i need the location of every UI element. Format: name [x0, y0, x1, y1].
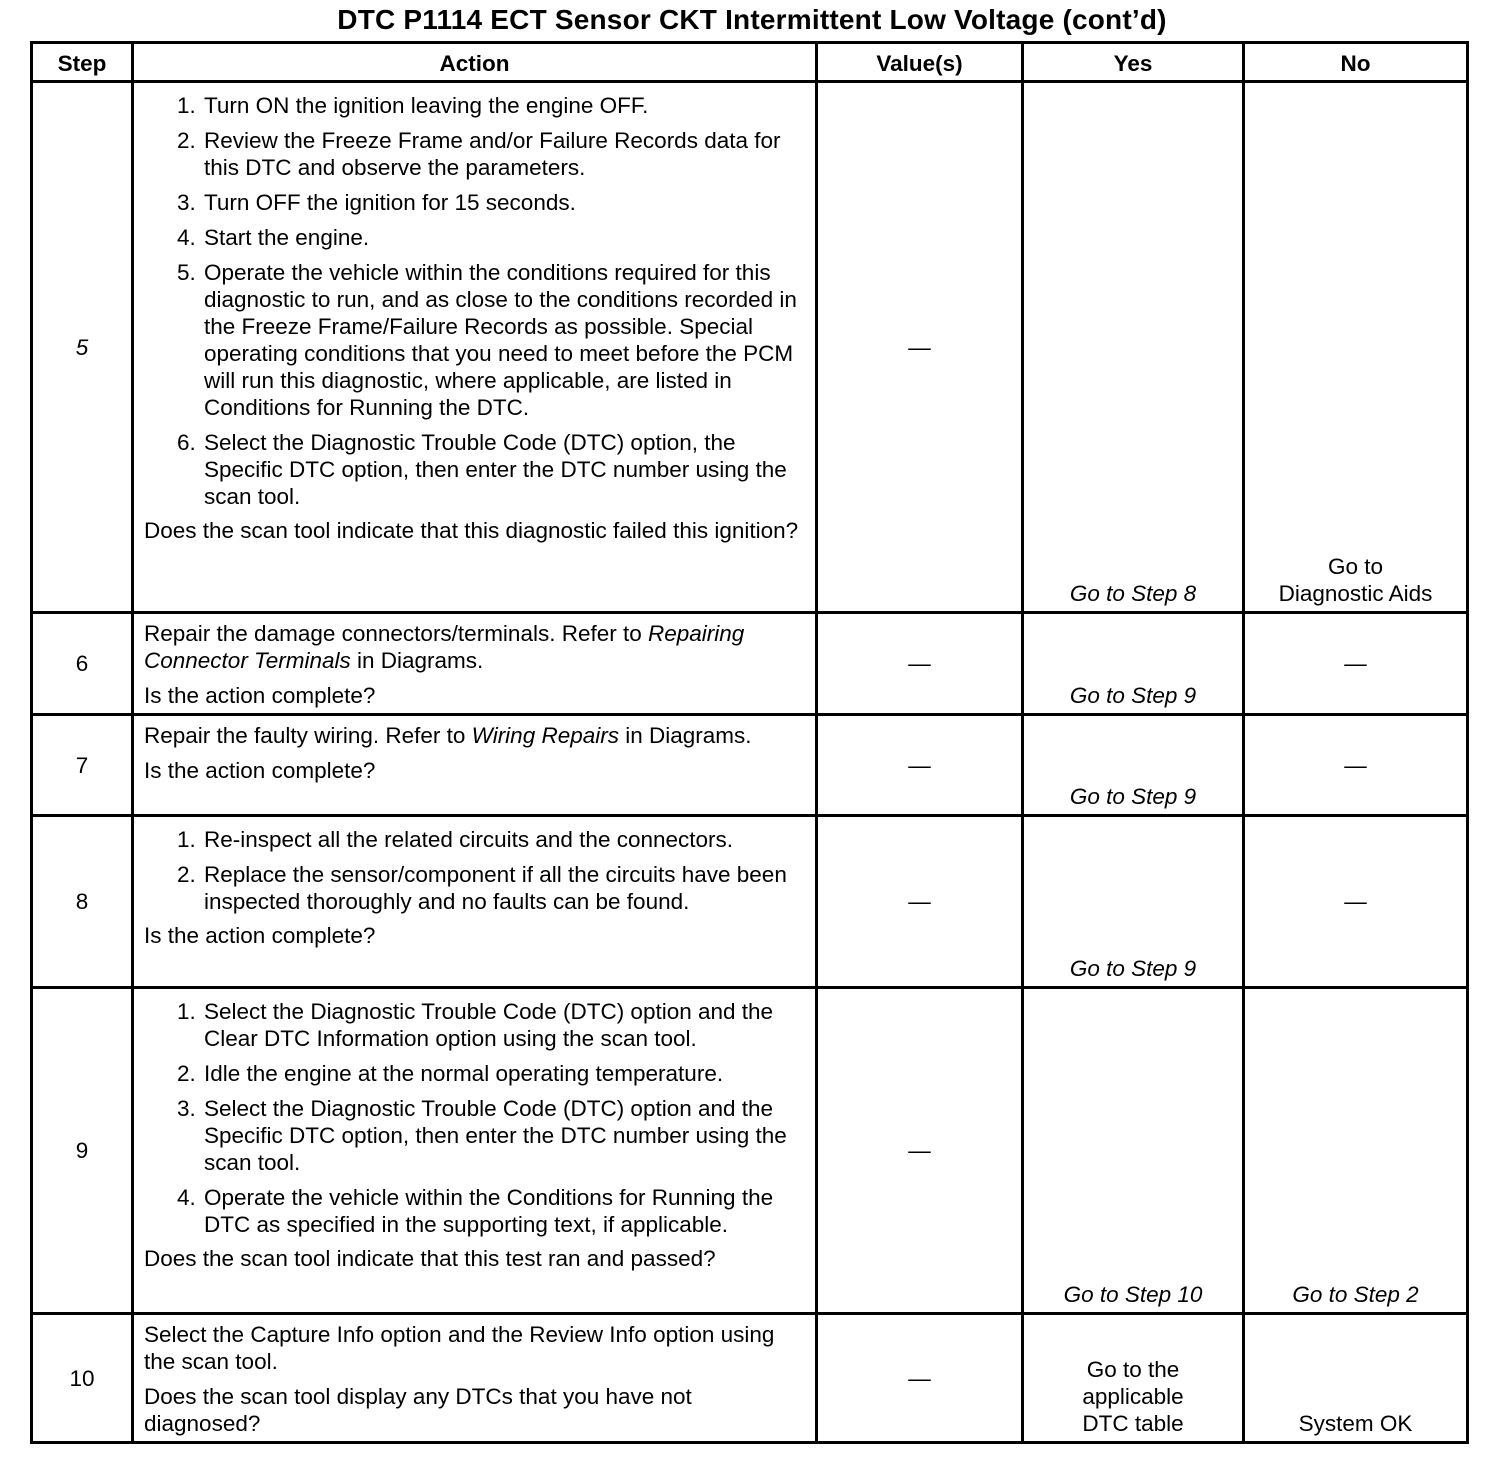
diagnostic-table: [30, 41, 1469, 1444]
header-values: Value(s): [817, 43, 1023, 82]
action-list: [144, 826, 805, 915]
no-cell: —: [1244, 613, 1468, 715]
list-item: 4. Start the engine.: [202, 224, 805, 251]
list-item: 5. Operate the vehicle within the conditions required for this diagnostic to run, and as close to the conditions recorded in the Freeze Frame/Failure Records as possible. Special operating conditions that you need to meet before the PCM will run this diagnostic, where applicable, are listed in Conditions for Running the DTC.: [202, 259, 805, 421]
step-number: 6: [32, 613, 133, 715]
action-question: Is the action complete?: [144, 758, 376, 783]
reference-link[interactable]: Repairing Connector Terminals: [144, 621, 745, 673]
no-link[interactable]: Go to Step 2: [1292, 1282, 1419, 1307]
action-cell: [133, 1314, 817, 1443]
list-item: 2. Review the Freeze Frame and/or Failure Records data for this DTC and observe the parameters.: [202, 127, 805, 181]
action-question: Is the action complete?: [144, 683, 376, 708]
list-item: 1. Select the Diagnostic Trouble Code (DTC) option and the Clear DTC Information option using the scan tool.: [202, 998, 805, 1052]
action-text: Select the Capture Info option and the Review Info option using the scan tool.: [144, 1322, 775, 1374]
value-cell: —: [817, 613, 1023, 715]
header-row: [32, 43, 1468, 82]
list-item: 1. Turn ON the ignition leaving the engine OFF.: [202, 92, 805, 119]
step-number: 7: [32, 715, 133, 816]
yes-cell: [1023, 816, 1244, 988]
no-cell: —: [1244, 715, 1468, 816]
action-cell: [133, 82, 817, 613]
value-cell: —: [817, 1314, 1023, 1443]
action-question: Does the scan tool display any DTCs that you have not diagnosed?: [144, 1384, 692, 1436]
action-cell: [133, 613, 817, 715]
step-number: 10: [32, 1314, 133, 1443]
action-question: Is the action complete?: [144, 923, 376, 948]
yes-link[interactable]: Go to Step 8: [1069, 581, 1197, 606]
no-cell: —: [1244, 816, 1468, 988]
list-item: 3. Select the Diagnostic Trouble Code (DTC) option and the Specific DTC option, then enter the DTC number using the scan tool.: [202, 1095, 805, 1176]
step-number: 5: [32, 82, 133, 613]
header-step: Step: [32, 43, 133, 82]
action-list: [144, 998, 805, 1238]
header-action: Action: [133, 43, 817, 82]
list-item: 2. Replace the sensor/component if all the circuits have been inspected thoroughly and no faults can be found.: [202, 861, 805, 915]
no-line[interactable]: Go to: [1327, 554, 1384, 579]
table-row: [32, 82, 1468, 613]
action-cell: [133, 816, 817, 988]
action-list: [144, 92, 805, 510]
table-row: [32, 988, 1468, 1314]
action-text: Repair the faulty wiring. Refer to Wiring Repairs in Diagrams.: [144, 723, 752, 748]
action-question: Does the scan tool indicate that this test ran and passed?: [144, 1246, 716, 1271]
no-line[interactable]: Diagnostic Aids: [1278, 581, 1433, 606]
value-cell: —: [817, 82, 1023, 613]
action-question: Does the scan tool indicate that this diagnostic failed this ignition?: [144, 518, 799, 543]
list-item: 1. Re-inspect all the related circuits and the connectors.: [202, 826, 805, 853]
yes-cell: [1023, 988, 1244, 1314]
value-cell: —: [817, 816, 1023, 988]
list-item: 4. Operate the vehicle within the Conditions for Running the DTC as specified in the supporting text, if applicable.: [202, 1184, 805, 1238]
yes-link[interactable]: Go to Step 9: [1069, 956, 1197, 981]
yes-link[interactable]: Go to Step 9: [1069, 784, 1197, 809]
yes-line[interactable]: applicable: [1082, 1384, 1184, 1409]
yes-link[interactable]: Go to Step 9: [1069, 683, 1197, 708]
yes-cell: [1023, 715, 1244, 816]
reference-link[interactable]: Wiring Repairs: [471, 723, 619, 748]
list-item: 6. Select the Diagnostic Trouble Code (DTC) option, the Specific DTC option, then enter the DTC number using the scan tool.: [202, 429, 805, 510]
value-cell: —: [817, 715, 1023, 816]
step-number: 8: [32, 816, 133, 988]
table-row: [32, 613, 1468, 715]
yes-link[interactable]: Go to Step 10: [1063, 1282, 1203, 1307]
action-text: Repair the damage connectors/terminals. Refer to Repairing Connector Terminals in Diagrams.: [144, 621, 745, 673]
action-cell: [133, 988, 817, 1314]
no-cell: System OK: [1244, 1314, 1468, 1443]
table-row: [32, 715, 1468, 816]
step-number: 9: [32, 988, 133, 1314]
yes-cell: [1023, 613, 1244, 715]
header-yes: Yes: [1023, 43, 1244, 82]
page-title: DTC P1114 ECT Sensor CKT Intermittent Low Voltage (cont’d): [337, 4, 1167, 35]
table-row: [32, 1314, 1468, 1443]
list-item: 2. Idle the engine at the normal operating temperature.: [202, 1060, 805, 1087]
table-row: [32, 816, 1468, 988]
no-cell: [1244, 82, 1468, 613]
yes-line[interactable]: DTC table: [1082, 1411, 1184, 1436]
no-cell: [1244, 988, 1468, 1314]
header-no: No: [1244, 43, 1468, 82]
yes-line[interactable]: Go to the: [1086, 1357, 1180, 1382]
yes-cell: [1023, 1314, 1244, 1443]
list-item: 3. Turn OFF the ignition for 15 seconds.: [202, 189, 805, 216]
action-cell: [133, 715, 817, 816]
yes-cell: [1023, 82, 1244, 613]
value-cell: —: [817, 988, 1023, 1314]
